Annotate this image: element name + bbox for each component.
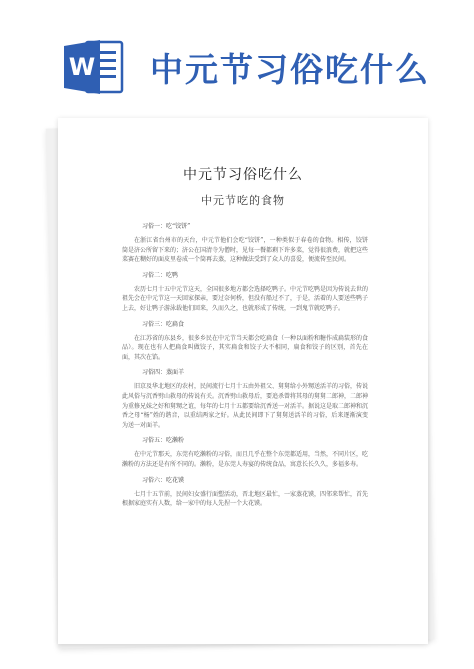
document-subtitle: 中元节吃的食物: [201, 194, 285, 207]
section-paragraph: 在江苏省的东县乡，很多乡民在中元节当天都会吃扁食（一种以面粉和糖作成扁装形的食品）。现在也有人把扁食叫做饺子，其实扁食和饺子大不相同，扁食和饺子的区别，首先在面，其次在馅。: [122, 334, 369, 361]
document-body: [122, 216, 368, 514]
section-heading: 习俗六：吃花馍: [142, 476, 185, 484]
section-paragraph: 旧京及华北地区的农村，民间流行七月十五由外祖父、舅舅给小外甥送活羊的习俗，传说此风俗与沉香劈山救母的传说有关。沉香劈山救母后，要追杀曾将其母的舅舅二郎神，二郎神为重修兄妹之好和舅甥之谊，每年的七月十五都要给沉香送一对活羊。据说这是取二郎神和沉香之母“杨”姓的谐音，以重结两家之好。从此民间即下了舅舅送活羊的习俗，后来逐渐演变为送一对面羊。: [122, 383, 369, 429]
section-paragraph: 在中元节那天，东莞有吃濑粉的习俗，而且几乎在整个东莞都适用，当然，不同片区，吃濑粉的方法还是有所不同的。濑粉，是东莞人寿宴的传统食品，寓意长长久久，多福多寿。: [122, 451, 369, 468]
word-icon-letter: W: [68, 53, 96, 81]
section-heading: 习俗五：吃濑粉: [142, 437, 185, 445]
section-heading: 习俗四：蒸面羊: [142, 369, 185, 377]
banner: [0, 0, 474, 110]
word-document-icon: [62, 36, 126, 98]
section-heading: 习俗二：吃鸭: [142, 271, 179, 279]
section-heading: 习俗一：吃“饺饼”: [142, 223, 191, 230]
section-paragraph: 七月十五节前，民间妇女盛行面塑活动，晋北地区最忙，一家蒸花馍，四邻来帮忙，首先根据家庭实有人数，给一家中的每人先捏一个大花馍。: [122, 490, 369, 508]
banner-title: 中元节习俗吃什么: [150, 50, 430, 89]
document-title: 中元节习俗吃什么: [183, 167, 303, 183]
section-paragraph: 在浙江省台州市的天台，中元节他们会吃“饺饼”，一种类似于春卷的食物。相传，饺饼筒是济公所留下来的；济公在国清寺为僧时，见每一餐都剩下许多菜，觉得很浪费，就把这些菜赛在糊好的面皮里卷成一个筒再去蒸，这种做法受到了众人的喜爱，便流传至民间。: [122, 237, 369, 264]
section-heading: 习俗三：吃扁食: [142, 320, 185, 328]
section-paragraph: 农历七月十五中元节这天，全国很多地方都会选择吃鸭子。中元节吃鸭是因为传说去世的祖先会在中元节这一天回家探亲，要过奈何桥，但没有船过不了，于是，活着的人要送些鸭子上去，好让鸭子游泳载他们回来，久而久之，也就形成了传统，一到鬼节就吃鸭子。: [122, 285, 369, 312]
document-page: [58, 118, 428, 644]
